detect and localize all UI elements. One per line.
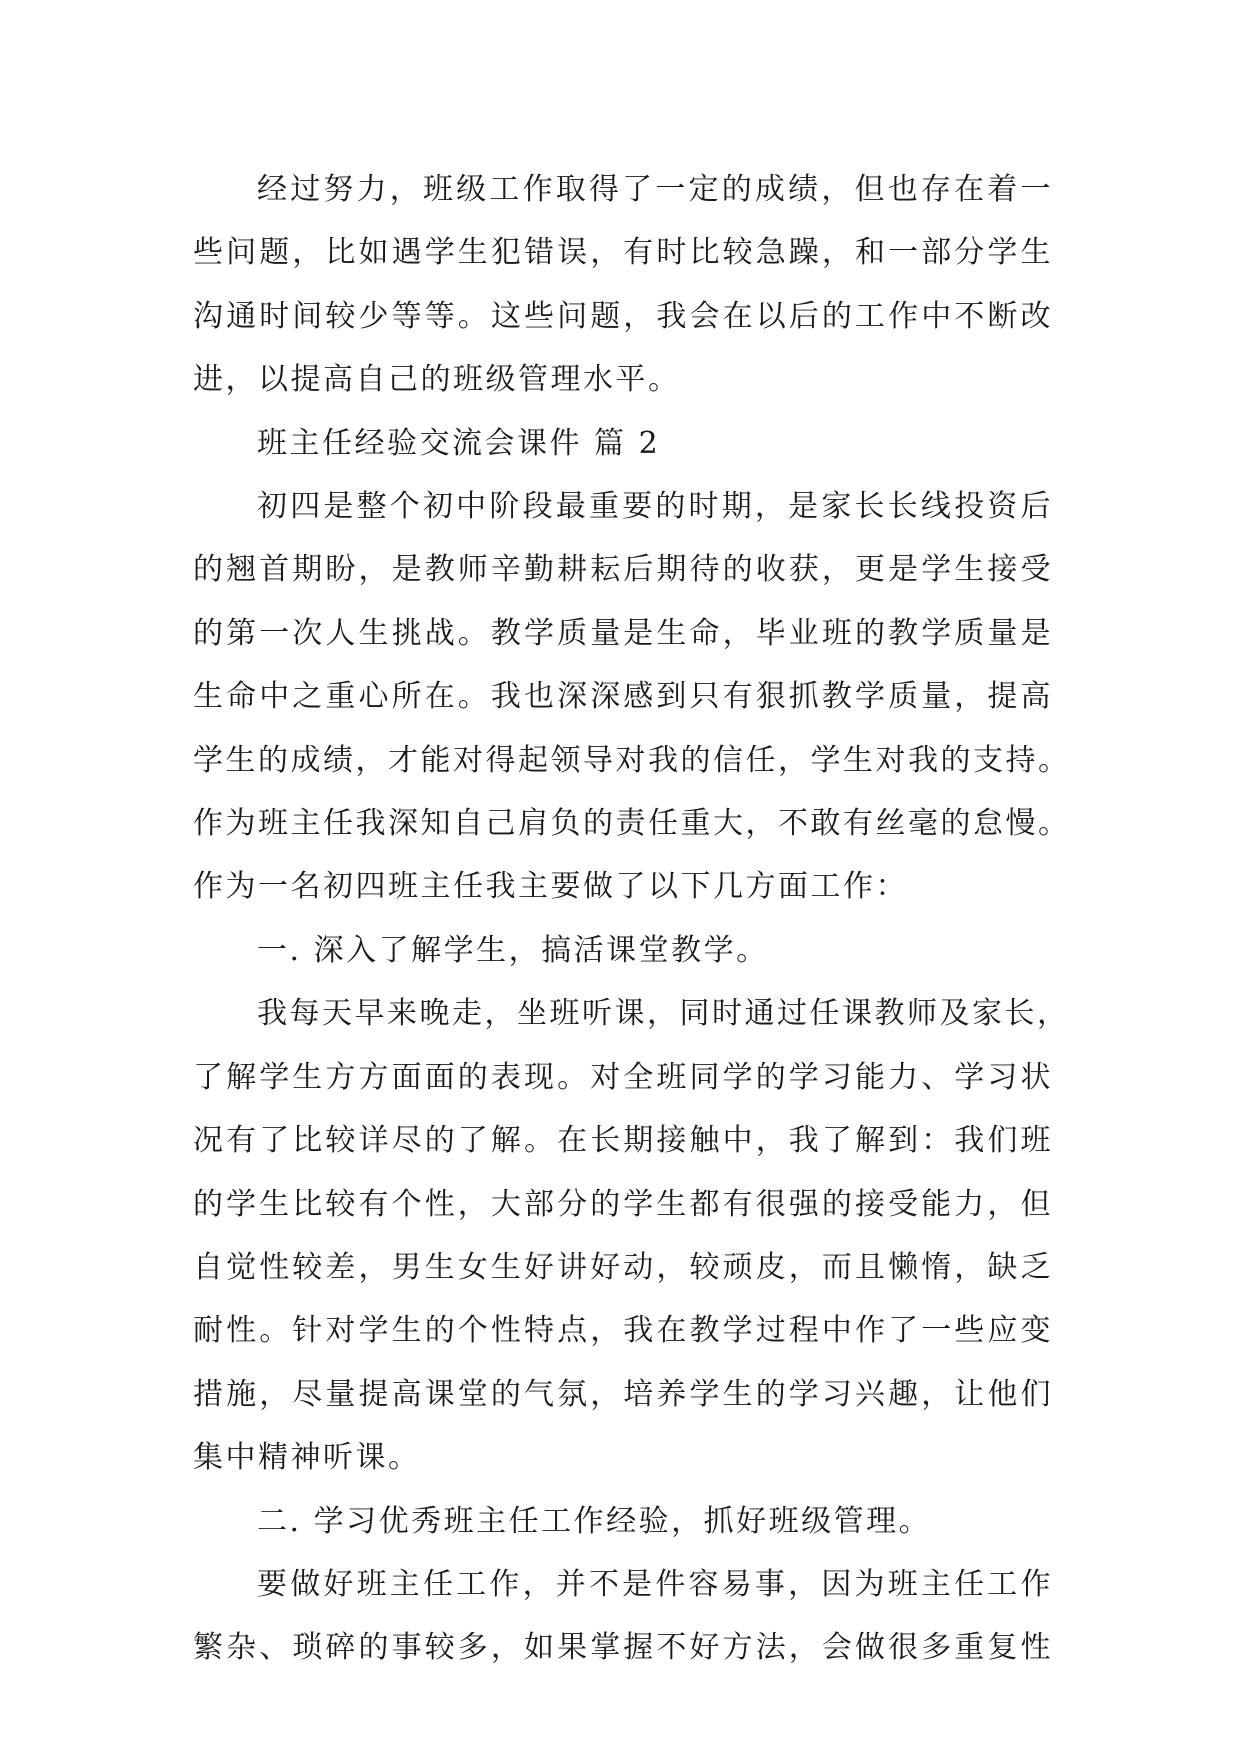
text-line: 二. 学习优秀班主任工作经验，抓好班级管理。 [257, 1503, 932, 1539]
text-line: 一. 深入了解学生，搞活课堂教学。 [257, 932, 769, 968]
text-line: 耐性。针对学生的个性特点，我在教学过程中作了一些应变 [193, 1313, 1053, 1349]
text-line: 沟通时间较少等等。这些问题，我会在以后的工作中不断改 [193, 298, 1053, 334]
text-line: 集中精神听课。 [193, 1440, 421, 1476]
text-line: 了解学生方方面面的表现。对全班同学的学习能力、学习状 [193, 1059, 1053, 1095]
text-line: 要做好班主任工作，并不是件容易事，因为班主任工作 [257, 1566, 1053, 1602]
text-line: 况有了比较详尽的了解。在长期接触中，我了解到：我们班 [193, 1123, 1053, 1159]
text-line: 自觉性较差，男生女生好讲好动，较顽皮，而且懒惰，缺乏 [193, 1249, 1053, 1285]
document-body [193, 158, 1071, 1680]
text-line: 些问题，比如遇学生犯错误，有时比较急躁，和一部分学生 [193, 235, 1053, 271]
text-line: 生命中之重心所在。我也深深感到只有狠抓教学质量，提高 [193, 679, 1053, 715]
text-line: 措施，尽量提高课堂的气氛，培养学生的学习兴趣，让他们 [193, 1376, 1053, 1412]
text-line: 班主任经验交流会课件 篇 2 [257, 425, 661, 461]
text-line: 的翘首期盼，是教师辛勤耕耘后期待的收获，更是学生接受 [193, 552, 1053, 588]
text-line: 经过努力，班级工作取得了一定的成绩，但也存在着一 [257, 172, 1053, 207]
text-line: 学生的成绩，才能对得起领导对我的信任，学生对我的支持。 [193, 742, 1071, 778]
text-line: 进，以提高自己的班级管理水平。 [193, 362, 681, 398]
text-line: 作为班主任我深知自己肩负的责任重大，不敢有丝毫的怠慢。 [193, 806, 1071, 842]
text-line: 初四是整个初中阶段最重要的时期，是家长长线投资后 [257, 489, 1053, 525]
text-line: 繁杂、琐碎的事较多，如果掌握不好方法，会做很多重复性 [193, 1630, 1053, 1666]
text-line: 我每天早来晚走，坐班听课，同时通过任课教师及家长， [257, 996, 1070, 1032]
text-line: 的第一次人生挑战。教学质量是生命，毕业班的教学质量是 [193, 615, 1053, 651]
text-line: 作为一名初四班主任我主要做了以下几方面工作： [193, 869, 908, 905]
text-line: 的学生比较有个性，大部分的学生都有很强的接受能力，但 [193, 1186, 1053, 1222]
